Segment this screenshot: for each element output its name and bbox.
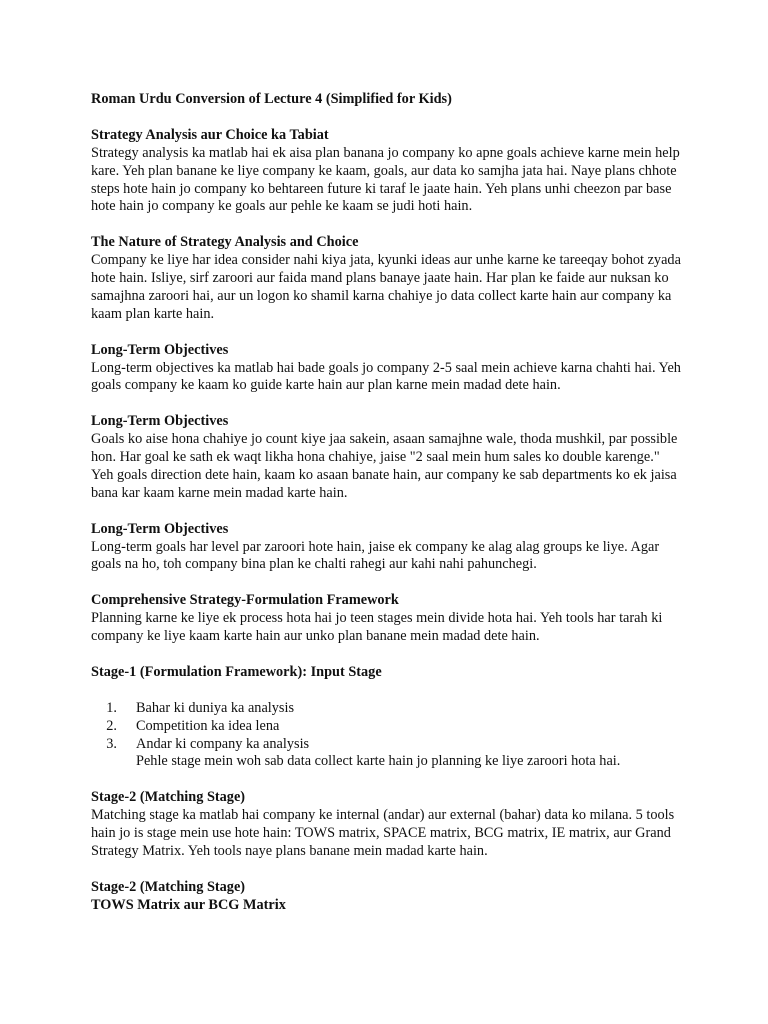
list-number: 2. (106, 717, 117, 734)
section-heading: Stage-2 (Matching Stage) (91, 878, 246, 895)
list-item (91, 736, 683, 754)
section-long-term-objectives-1 (91, 342, 683, 396)
list-number: 1. (106, 699, 117, 716)
section-long-term-objectives-2 (91, 413, 683, 503)
input-stage-list (91, 700, 683, 754)
section-strategy-analysis (91, 127, 683, 217)
list-item (91, 718, 683, 736)
section-heading: Stage-2 (Matching Stage) (91, 789, 246, 806)
section-framework (91, 592, 683, 646)
section-heading: Long-Term Objectives (91, 341, 229, 358)
section-heading: Strategy Analysis aur Choice ka Tabiat (91, 126, 329, 143)
list-item-text: Bahar ki duniya ka analysis (136, 699, 295, 716)
section-heading: The Nature of Strategy Analysis and Choice (91, 234, 359, 251)
section-body: Planning karne ke liye ek process hota hai jo teen stages mein divide hota hai. Yeh tools har tarah ki company ke liye kaam karte hain aur unko plan banane mein madad dete hain. (91, 610, 663, 645)
section-body: Strategy analysis ka matlab hai ek aisa plan banana jo company ko apne goals achieve karne mein help kare. Yeh plan banane ke liye company ke kaam, goals, aur data ko samjha jata hai. Naye plans chhote steps hote hain jo company ko behtareen future ki taraf le jaate hain. Yeh plans unhi cheezon par base hote hain jo company ke goals aur pehle ke kaam se judi hoti hain. (91, 144, 680, 215)
list-item-text: Andar ki company ka analysis (136, 735, 310, 752)
section-heading: Stage-1 (Formulation Framework): Input Stage (91, 663, 382, 680)
section-stage-1 (91, 664, 683, 682)
list-item-text: Competition ka idea lena (136, 717, 280, 734)
list-item (91, 700, 683, 718)
section-stage-2-matrices (91, 879, 683, 915)
list-number: 3. (106, 735, 117, 752)
section-heading: Comprehensive Strategy-Formulation Framework (91, 592, 399, 609)
section-body: Company ke liye har idea consider nahi kiya jata, kyunki ideas aur unhe karne ke tareeqay bohot zyada hote hain. Isliye, sirf zaroori aur faida mand plans banaye jaate hain. Har plan ke faide aur nuksan ko samajhna zaroori hai, aur un logon ko shamil karna chahiye jo data collect karte hain aur company ka kaam plan karte hain. (91, 252, 681, 322)
section-heading: Long-Term Objectives (91, 413, 229, 430)
document-title: Roman Urdu Conversion of Lecture 4 (Simplified for Kids) (91, 91, 452, 107)
section-body: Matching stage ka matlab hai company ke internal (andar) aur external (bahar) data ko milana. 5 tools hain jo is stage mein use hote hain: TOWS matrix, SPACE matrix, BCG matrix, IE matrix, aur Grand Strategy Matrix. Yeh tools naye plans banane mein madad karte hain. (91, 807, 675, 859)
section-body: Long-term objectives ka matlab hai bade goals jo company 2-5 saal mein achieve karna chahti hai. Yeh goals company ke kaam ko guide karte hain aur plan karne mein madad dete hain. (91, 359, 681, 394)
section-stage-2 (91, 789, 683, 861)
section-heading: Long-Term Objectives (91, 520, 229, 537)
document-page (91, 91, 683, 932)
section-long-term-objectives-3 (91, 521, 683, 575)
section-nature-of-strategy (91, 234, 683, 324)
stage-1-note: Pehle stage mein woh sab data collect karte hain jo planning ke liye zaroori hota hai. (136, 753, 621, 770)
section-subheading: TOWS Matrix aur BCG Matrix (91, 896, 286, 913)
section-body: Goals ko aise hona chahiye jo count kiye jaa sakein, asaan samajhne wale, thoda mushkil, par possible hon. Har goal ke sath ek waqt likha hona chahiye, jaise "2 saal mein hum sales ko double karenge." Yeh goals direction dete hain, kaam ko asaan banate hain, aur company ke sab departments ko ek jaisa bana kar kaam karne mein madad karte hain. (91, 431, 678, 501)
section-body: Long-term goals har level par zaroori hote hain, jaise ek company ke alag alag groups ke liye. Agar goals na ho, toh company bina plan ke chalti rahegi aur kahi nahi pahunchegi. (91, 538, 660, 573)
